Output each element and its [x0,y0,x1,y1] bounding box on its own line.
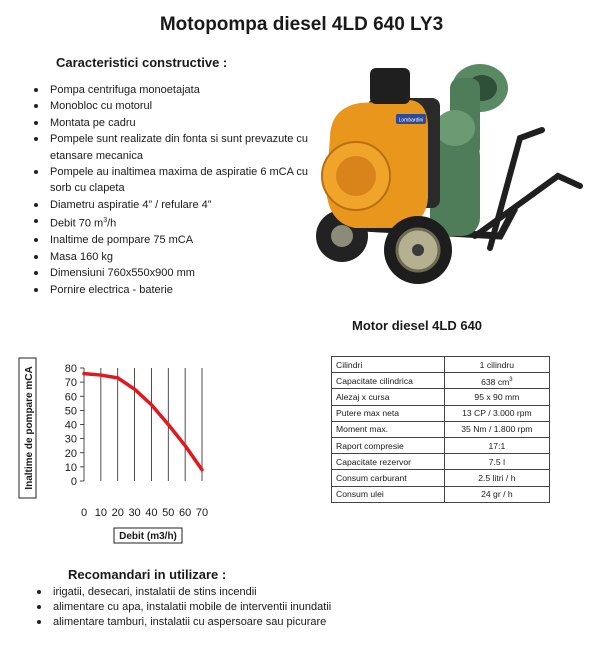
motor-title: Motor diesel 4LD 640 [352,318,483,333]
table-row [332,486,550,502]
spec-label: Consum ulei [332,486,445,502]
list-item: Montata pe cadru [34,115,314,131]
spec-value: 1 cilindru [444,357,549,373]
spec-label: Capacitate rezervor [332,454,445,470]
chart-grid [84,368,202,481]
recommendations-heading: Recomandari in utilizare : [68,567,227,582]
spec-value: 7.5 l [444,454,549,470]
y-tick-label: 40 [64,419,77,432]
list-item: Dimensiuni 760x550x900 mm [34,265,314,281]
flow-label: Debit 70 m [50,217,104,230]
spec-sup: 3 [509,376,513,383]
spec-label: Raport compresie [332,437,445,453]
x-tick-label: 40 [145,507,158,519]
list-item: Pornire electrica - baterie [34,282,314,298]
y-tick-label: 20 [64,447,77,460]
motopump-photo [300,58,600,286]
spec-value: 17:1 [444,437,549,453]
list-item: Pompele sunt realizate din fonta si sunt prevazute cu etansare mecanica [34,131,314,164]
flow-sup: 3 [103,217,108,225]
list-item: Monobloc cu motorul [34,98,314,114]
list-item: Pompele au inaltimea maxima de aspiratie 6 mCA cu sorb cu clapeta [34,164,314,197]
table-row [332,470,550,486]
spec-value: 24 gr / h [444,486,549,502]
engine-badge: Lombardini [398,117,424,124]
spec-label: Moment max. [332,421,445,437]
list-item: alimentare cu apa, instalatii mobile de interventii inundatii [37,600,477,615]
x-tick-label: 70 [195,507,209,519]
list-item: Pompa centrifuga monoetajata [34,82,314,98]
spec-value-cell [444,373,549,389]
spec-label: Cilindri [332,357,445,373]
feature-list [34,82,314,298]
y-tick-label: 50 [64,405,77,418]
spec-label: Capacitate cilindrica [332,373,445,389]
table-row [332,357,550,373]
list-item: Inaltime de pompare 75 mCA [34,232,314,248]
spec-label: Putere max neta [332,405,445,421]
x-tick-labels [81,507,208,519]
spec-value: 95 x 90 mm [444,389,549,405]
recommendations-list [37,585,477,630]
y-tick-label: 60 [64,391,77,404]
spec-label: Consum carburant [332,470,445,486]
pump-curve-line [84,374,202,470]
list-item: Masa 160 kg [34,249,314,265]
spec-value: 35 Nm / 1.800 rpm [444,421,549,437]
y-tick-label: 10 [64,461,77,474]
list-item: irigatii, desecari, instalatii de stins incendii [37,585,477,600]
spec-value: 13 CP / 3.000 rpm [444,405,549,421]
x-tick-label: 50 [162,507,175,519]
x-tick-label: 20 [111,507,124,519]
x-axis-label: Debit (m3/h) [119,531,177,542]
y-tick-label: 70 [64,377,77,390]
x-tick-label: 10 [94,507,107,519]
spec-value: 2.5 litri / h [444,470,549,486]
x-tick-label: 30 [128,507,141,519]
table-row [332,405,550,421]
table-row [332,421,550,437]
table-row [332,454,550,470]
y-tick-label: 80 [64,363,77,375]
x-tick-label: 0 [80,507,88,519]
motor-spec-table [331,356,550,503]
flow-suffix: /h [107,217,117,230]
y-tick-label: 30 [64,433,77,446]
list-item: Diametru aspiratie 4” / refulare 4” [34,197,314,213]
page-title: Motopompa diesel 4LD 640 LY3 [159,14,444,35]
table-row [332,373,550,389]
list-item-flow [34,213,314,232]
y-tick-labels [65,363,84,488]
table-row [332,437,550,453]
y-axis-label: Inaltime de pompare mCA [24,366,35,490]
x-tick-label: 60 [179,507,192,519]
pump-curve-chart [14,356,244,548]
list-item: alimentare tamburi, instalatii cu aspersoare sau picurare [37,615,477,630]
table-row [332,389,550,405]
constructive-heading: Caracteristici constructive : [56,55,228,70]
y-tick-label: 0 [70,476,77,488]
spec-value: 638 cm [481,376,510,387]
spec-label: Alezaj x cursa [332,389,445,405]
